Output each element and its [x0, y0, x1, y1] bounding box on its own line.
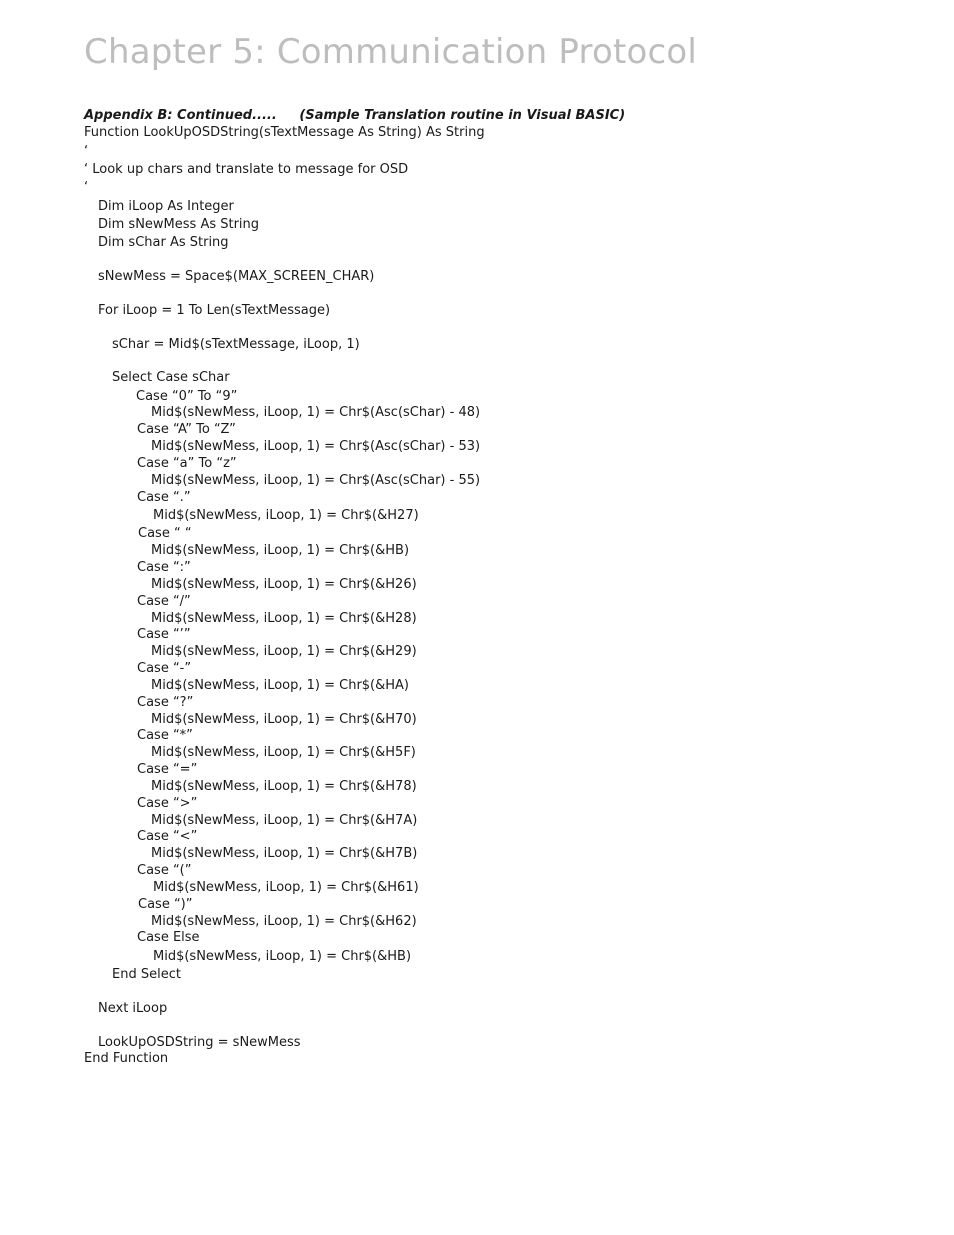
code-line: Mid$(sNewMess, iLoop, 1) = Chr$(&H61): [153, 880, 419, 895]
code-line: Mid$(sNewMess, iLoop, 1) = Chr$(&H27): [153, 508, 419, 523]
code-line: Case Else: [137, 930, 200, 945]
code-line: Select Case sChar: [112, 370, 230, 385]
code-line: Mid$(sNewMess, iLoop, 1) = Chr$(Asc(sChar) - 55): [151, 473, 481, 488]
code-line: Next iLoop: [98, 1001, 168, 1016]
code-line: Case “<”: [137, 829, 198, 844]
code-line: Case “>”: [137, 796, 198, 811]
code-line: LookUpOSDString = sNewMess: [98, 1035, 301, 1050]
code-line: Mid$(sNewMess, iLoop, 1) = Chr$(&H29): [151, 644, 417, 659]
code-line: Mid$(sNewMess, iLoop, 1) = Chr$(&H70): [151, 712, 417, 727]
page-title: Chapter 5: Communication Protocol: [84, 32, 698, 72]
code-line: Case “-”: [137, 661, 192, 676]
code-line: Case “A” To “Z”: [137, 422, 236, 437]
code-line: Mid$(sNewMess, iLoop, 1) = Chr$(&H62): [151, 914, 417, 929]
code-line: Case “0” To “9”: [136, 389, 238, 404]
code-line: Mid$(sNewMess, iLoop, 1) = Chr$(&HA): [151, 678, 410, 693]
code-line: Case “a” To “z”: [137, 456, 237, 471]
code-line: Case “)”: [138, 897, 193, 912]
code-line: End Select: [112, 967, 181, 982]
code-line: Case “?”: [137, 695, 194, 710]
code-line: Case “=”: [137, 762, 198, 777]
code-line: Mid$(sNewMess, iLoop, 1) = Chr$(&H5F): [151, 745, 416, 760]
code-line: Function LookUpOSDString(sTextMessage As String) As String: [84, 125, 485, 140]
code-line: Mid$(sNewMess, iLoop, 1) = Chr$(&HB): [153, 949, 412, 964]
code-line: Case “*”: [137, 728, 193, 743]
code-line: Case “’”: [137, 627, 191, 642]
code-line: Dim iLoop As Integer: [98, 199, 234, 214]
code-line: Mid$(sNewMess, iLoop, 1) = Chr$(&HB): [151, 543, 410, 558]
code-line: ‘: [84, 180, 89, 195]
code-line: End Function: [84, 1051, 169, 1066]
code-line: Case “.”: [137, 490, 191, 505]
code-line: Dim sChar As String: [98, 235, 229, 250]
code-line: Case “/”: [137, 594, 191, 609]
code-line: ‘ Look up chars and translate to message for OSD: [84, 162, 409, 177]
code-line: ‘: [84, 144, 89, 159]
code-line: Mid$(sNewMess, iLoop, 1) = Chr$(&H7B): [151, 846, 418, 861]
code-line: Case “:”: [137, 560, 191, 575]
code-line: Mid$(sNewMess, iLoop, 1) = Chr$(&H78): [151, 779, 417, 794]
code-line: Mid$(sNewMess, iLoop, 1) = Chr$(Asc(sChar) - 53): [151, 439, 481, 454]
code-line: Mid$(sNewMess, iLoop, 1) = Chr$(&H7A): [151, 813, 418, 828]
code-line: Mid$(sNewMess, iLoop, 1) = Chr$(&H26): [151, 577, 417, 592]
code-line: Mid$(sNewMess, iLoop, 1) = Chr$(Asc(sChar) - 48): [151, 405, 481, 420]
code-line: sChar = Mid$(sTextMessage, iLoop, 1): [112, 337, 360, 352]
code-line: For iLoop = 1 To Len(sTextMessage): [98, 303, 331, 318]
code-line: sNewMess = Space$(MAX_SCREEN_CHAR): [98, 269, 375, 284]
code-line: Dim sNewMess As String: [98, 217, 260, 232]
code-line: Case “ “: [138, 526, 192, 541]
appendix-heading: Appendix B: Continued..... (Sample Translation routine in Visual BASIC): [84, 108, 626, 123]
code-line: Case “(”: [137, 863, 192, 878]
code-line: Mid$(sNewMess, iLoop, 1) = Chr$(&H28): [151, 611, 417, 626]
